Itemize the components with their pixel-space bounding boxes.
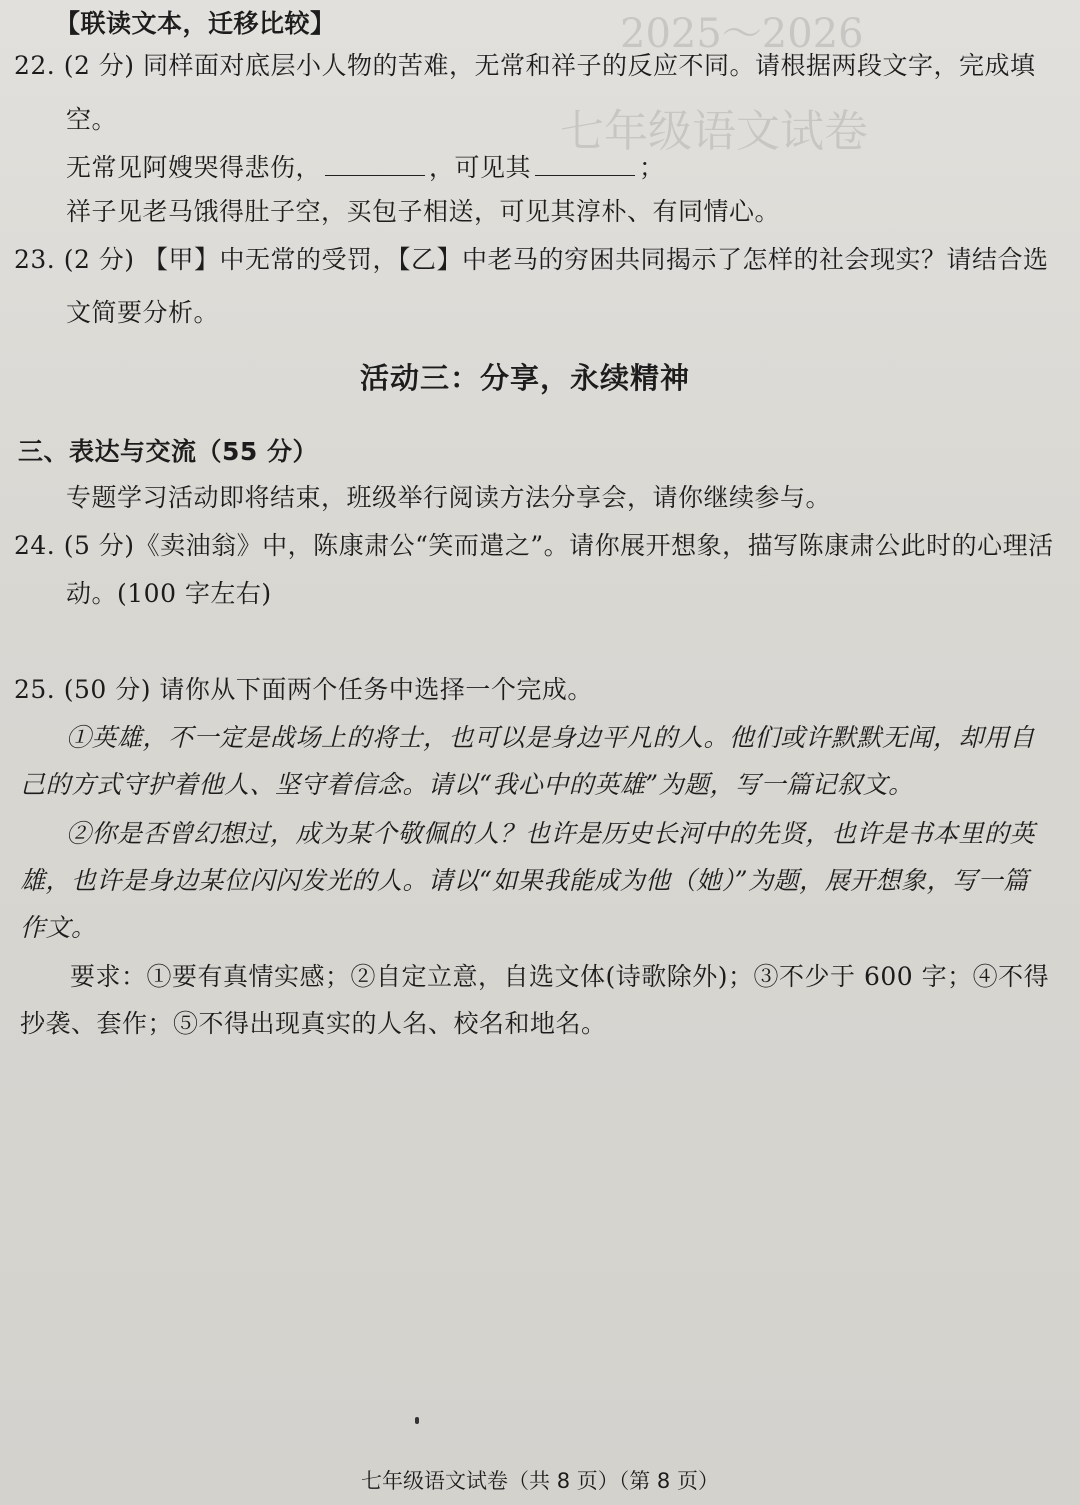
bleed-through-ghost: 七年级语文试卷	[560, 106, 868, 157]
question-22-fill-line-a	[66, 152, 665, 184]
activity-title: 活动三：分享，永续精神	[360, 361, 691, 395]
ink-speck	[415, 1417, 419, 1424]
question-22-line-1: 22. (2 分) 同样面对底层小人物的苦难，无常和祥子的反应不同。请根据两段文字，完成填	[14, 51, 1036, 80]
question-25-line-1: 25. (50 分) 请你从下面两个任务中选择一个完成。	[14, 675, 593, 704]
question-25-requirements-line-1: 要求：①要有真情实感；②自定立意，自选文体(诗歌除外)；③不少于 600 字；④不得	[70, 962, 1050, 991]
page-footer: 七年级语文试卷（共 8 页）（第 8 页）	[361, 1469, 719, 1493]
question-25-task-2-line-1: ②你是否曾幻想过，成为某个敬佩的人？也许是历史长河中的先贤，也许是书本里的英	[66, 819, 1036, 848]
answer-blank-2[interactable]	[535, 155, 635, 176]
question-25-requirements-line-2: 抄袭、套作；⑤不得出现真实的人名、校名和地名。	[20, 1009, 607, 1038]
question-25-task-2-line-2: 雄，也许是身边某位闪闪发光的人。请以“如果我能成为他（她）”为题，展开想象，写一篇	[20, 866, 1029, 895]
question-25-task-1-line-1: ①英雄，不一定是战场上的将士，也可以是身边平凡的人。他们或许默默无闻，却用自	[66, 723, 1036, 752]
fill-a-end: ；	[639, 153, 665, 182]
fill-a-middle: ，可见其	[429, 153, 532, 182]
question-23-line-1: 23. (2 分) 【甲】中无常的受罚，【乙】中老马的穷困共同揭示了怎样的社会现实？请结合选	[14, 245, 1049, 274]
fill-a-prefix: 无常见阿嫂哭得悲伤，	[66, 153, 322, 182]
part-3-title: 三、表达与交流（55 分）	[18, 437, 318, 466]
question-23-line-2: 文简要分析。	[66, 298, 220, 327]
question-22-line-2: 空。	[66, 105, 118, 134]
section-header-bracket: 【联读文本，迁移比较】	[55, 9, 336, 38]
question-24-line-1: 24. (5 分)《卖油翁》中，陈康肃公“笑而遣之”。请你展开想象，描写陈康肃公此时的心理活	[14, 531, 1054, 560]
question-24-line-2: 动。(100 字左右)	[66, 579, 272, 608]
question-25-task-2-line-3: 作文。	[20, 913, 97, 942]
question-22-fill-line-b: 祥子见老马饿得肚子空，买包子相送，可见其淳朴、有同情心。	[66, 197, 781, 226]
part-3-intro: 专题学习活动即将结束，班级举行阅读方法分享会，请你继续参与。	[66, 483, 832, 512]
question-25-task-1-line-2: 己的方式守护着他人、坚守着信念。请以“我心中的英雄”为题，写一篇记叙文。	[20, 770, 914, 799]
bleed-through-ghost: 2025～2026	[620, 11, 864, 57]
answer-blank-1[interactable]	[325, 155, 425, 176]
